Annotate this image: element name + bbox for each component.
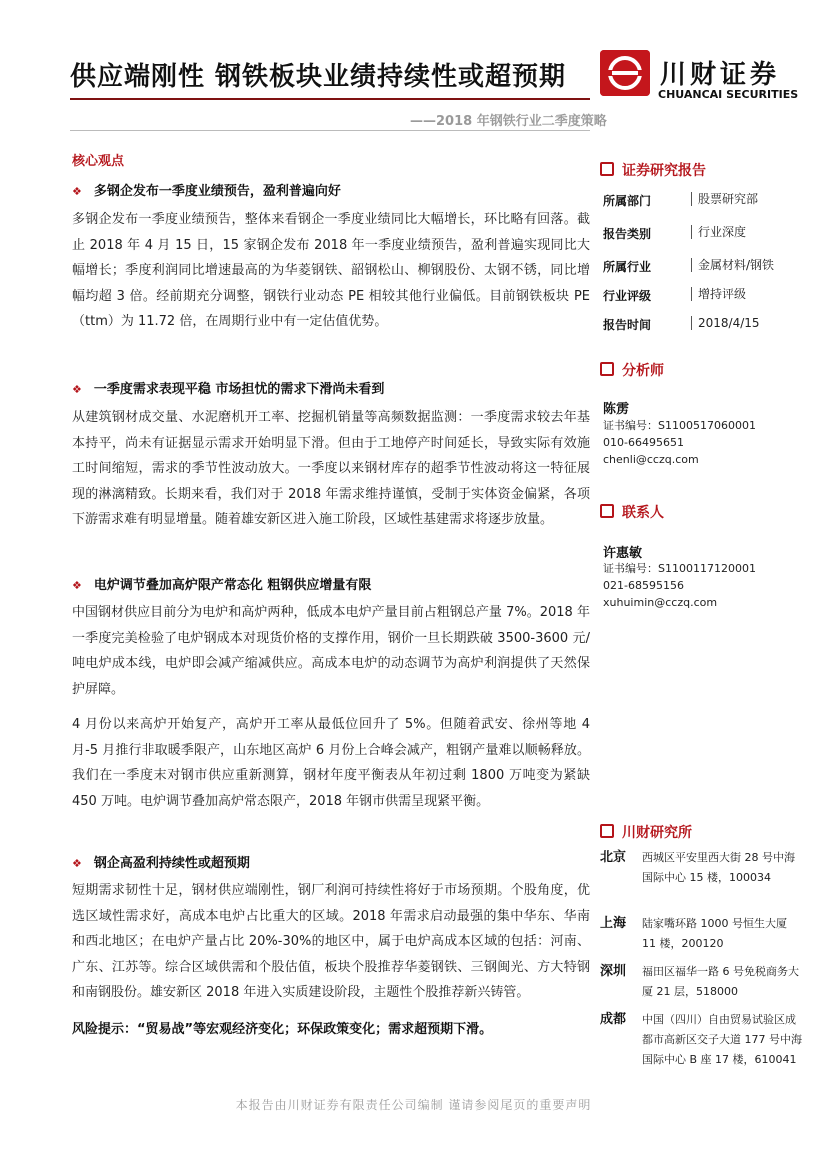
section-heading-text: 电炉调节叠加高炉限产常态化 粗钢供应增量有限: [93, 578, 372, 593]
page-subtitle: ——2018 年钢铁行业二季度策略: [410, 114, 607, 129]
office-address: 中国（四川）自由贸易试验区成都市高新区交子大道 177 号中海国际中心 B 座 17 楼，610041: [642, 1013, 802, 1066]
header-divider: [70, 130, 590, 131]
office-address: 陆家嘴环路 1000 号恒生大厦 11 楼，200120: [642, 917, 787, 950]
report-info-title: 证券研究报告: [622, 163, 706, 179]
office-city: 北京: [600, 850, 627, 865]
section-heading: [72, 180, 590, 199]
core-views-title: 核心观点: [72, 154, 125, 169]
contact-cert: 证书编号：S1100117120001: [603, 562, 756, 575]
analyst-cert: 证书编号：S1100517060001: [603, 419, 756, 432]
analyst-email[interactable]: chenli@cczq.com: [603, 453, 699, 466]
section-icon: [600, 504, 614, 518]
info-value: 行业深度: [691, 225, 746, 239]
info-row: [603, 287, 803, 307]
diamond-bullet-icon: ❖: [72, 383, 82, 396]
analyst-name: 陈雳: [603, 402, 630, 417]
section-paragraph: 中国钢材供应目前分为电炉和高炉两种，低成本电炉产量目前占粗钢总产量 7%。2018 年一季度完美检验了电炉钢成本对现货价格的支撑作用，钢价一旦长期跌破 3500-3600 元/吨电炉成本线，电炉即会减产缩减供应。高成本电炉的动态调节为高炉利润提供了天然保护屏障。: [72, 605, 590, 697]
section-paragraph: 4 月份以来高炉开始复产，高炉开工率从最低位回升了 5%。但随着武安、徐州等地 4 月-5 月推行非取暖季限产，山东地区高炉 6 月份上合峰会减产，粗钢产量难以顺畅释放。我们在一季度末对钢市供应重新测算，钢材年度平衡表从年初过剩 1800 万吨变为紧缺 450 万吨。电炉调节叠加高炉常态限产，2018 年钢市供需呈现紧平衡。: [72, 717, 590, 809]
institute-title: 川财研究所: [622, 825, 692, 841]
section-heading-text: 一季度需求表现平稳 市场担忧的需求下滑尚未看到: [93, 382, 385, 397]
institute-heading: [600, 822, 692, 842]
info-row: [603, 225, 803, 245]
contact-name: 许惠敏: [603, 546, 643, 561]
diamond-bullet-icon: ❖: [72, 185, 82, 198]
brand-name: 川财证券: [660, 60, 781, 90]
info-label: 所属行业: [603, 260, 652, 274]
office-address: 西城区平安里西大街 28 号中海国际中心 15 楼，100034: [642, 851, 795, 884]
report-info-heading: [600, 160, 706, 180]
info-value: 增持评级: [691, 287, 746, 301]
info-label: 所属部门: [603, 194, 652, 208]
info-value: 股票研究部: [691, 192, 758, 206]
section-heading-text: 钢企高盈利持续性或超预期: [93, 856, 250, 871]
info-label: 报告时间: [603, 318, 652, 332]
info-label: 报告类别: [603, 227, 652, 241]
info-value: 金属材料/钢铁: [691, 258, 774, 272]
section-heading: [72, 852, 590, 871]
info-row: [603, 258, 803, 278]
section-paragraph: 短期需求韧性十足，钢材供应端刚性，钢厂利润可持续性将好于市场预期。个股角度，优选区域性需求好，高成本电炉占比重大的区域。2018 年需求启动最强的集中华东、华南和西北地区；在电炉产量占比 20%-30%的地区中，属于电炉高成本区域的包括：河南、广东、江苏等。综合区域供需和个股估值，板块个股推荐华菱钢铁、三钢闽光、方大特钢和南钢股份。雄安新区 2018 年进入实质建设阶段，主题性个股推荐新兴铸管。: [72, 883, 590, 1001]
office-city: 深圳: [600, 964, 627, 979]
section-icon: [600, 362, 614, 376]
risk-warning: 风险提示：“贸易战”等宏观经济变化；环保政策变化；需求超预期下滑。: [72, 1022, 493, 1037]
diamond-bullet-icon: ❖: [72, 579, 82, 592]
info-value: 2018/4/15: [691, 316, 760, 330]
section-paragraph: 多钢企发布一季度业绩预告，整体来看钢企一季度业绩同比大幅增长，环比略有回落。截止 2018 年 4 月 15 日，15 家钢企发布 2018 年一季度业绩预告，盈利普遍实现同比大幅增长；季度利润同比增速最高的为华菱钢铁、韶钢松山、柳钢股份、太钢不锈，同比增幅均超 3 倍。经前期充分调整，钢铁行业动态 PE 相较其他行业偏低。目前钢铁板块 PE（ttm）为 11.72 倍，在周期行业中有一定估值优势。: [72, 212, 590, 330]
brand-name-en: CHUANCAI SECURITIES: [658, 88, 799, 101]
section-icon: [600, 824, 614, 838]
analyst-phone: 010-66495651: [603, 436, 684, 449]
section-icon: [600, 162, 614, 176]
info-row: [603, 316, 803, 336]
info-row: [603, 192, 803, 212]
analyst-title: 分析师: [622, 363, 664, 379]
contact-email[interactable]: xuhuimin@cczq.com: [603, 596, 718, 609]
contact-title: 联系人: [622, 505, 664, 521]
contact-heading: [600, 502, 664, 522]
office-city: 上海: [600, 916, 627, 931]
page-title: 供应端刚性 钢铁板块业绩持续性或超预期: [70, 62, 567, 92]
info-label: 行业评级: [603, 289, 652, 303]
section-heading: [72, 574, 590, 593]
section-heading: [72, 378, 590, 397]
office-address: 福田区福华一路 6 号免税商务大厦 21 层，518000: [642, 965, 799, 998]
section-heading-text: 多钢企发布一季度业绩预告，盈利普遍向好: [93, 184, 341, 199]
diamond-bullet-icon: ❖: [72, 857, 82, 870]
brand-logo-icon: [600, 50, 650, 96]
analyst-heading: [600, 360, 664, 380]
page-footer: 本报告由川财证券有限责任公司编制 谨请参阅尾页的重要声明: [235, 1098, 592, 1112]
section-paragraph: 从建筑钢材成交量、水泥磨机开工率、挖掘机销量等高频数据监测：一季度需求较去年基本持平，尚未有证据显示需求开始明显下滑。但由于工地停产时间延长，导致实际有效施工时间缩短，需求的季节性波动放大。一季度以来钢材库存的超季节性波动将这一特征展现的淋漓精致。长期来看，我们对于 2018 年需求维持谨慎，受制于实体资金偏紧，各项下游需求难有明显增量。随着雄安新区进入施工阶段，区域性基建需求将逐步放量。: [72, 410, 590, 528]
contact-phone: 021-68595156: [603, 579, 684, 592]
header-rule: [70, 98, 590, 100]
office-city: 成都: [600, 1012, 627, 1027]
